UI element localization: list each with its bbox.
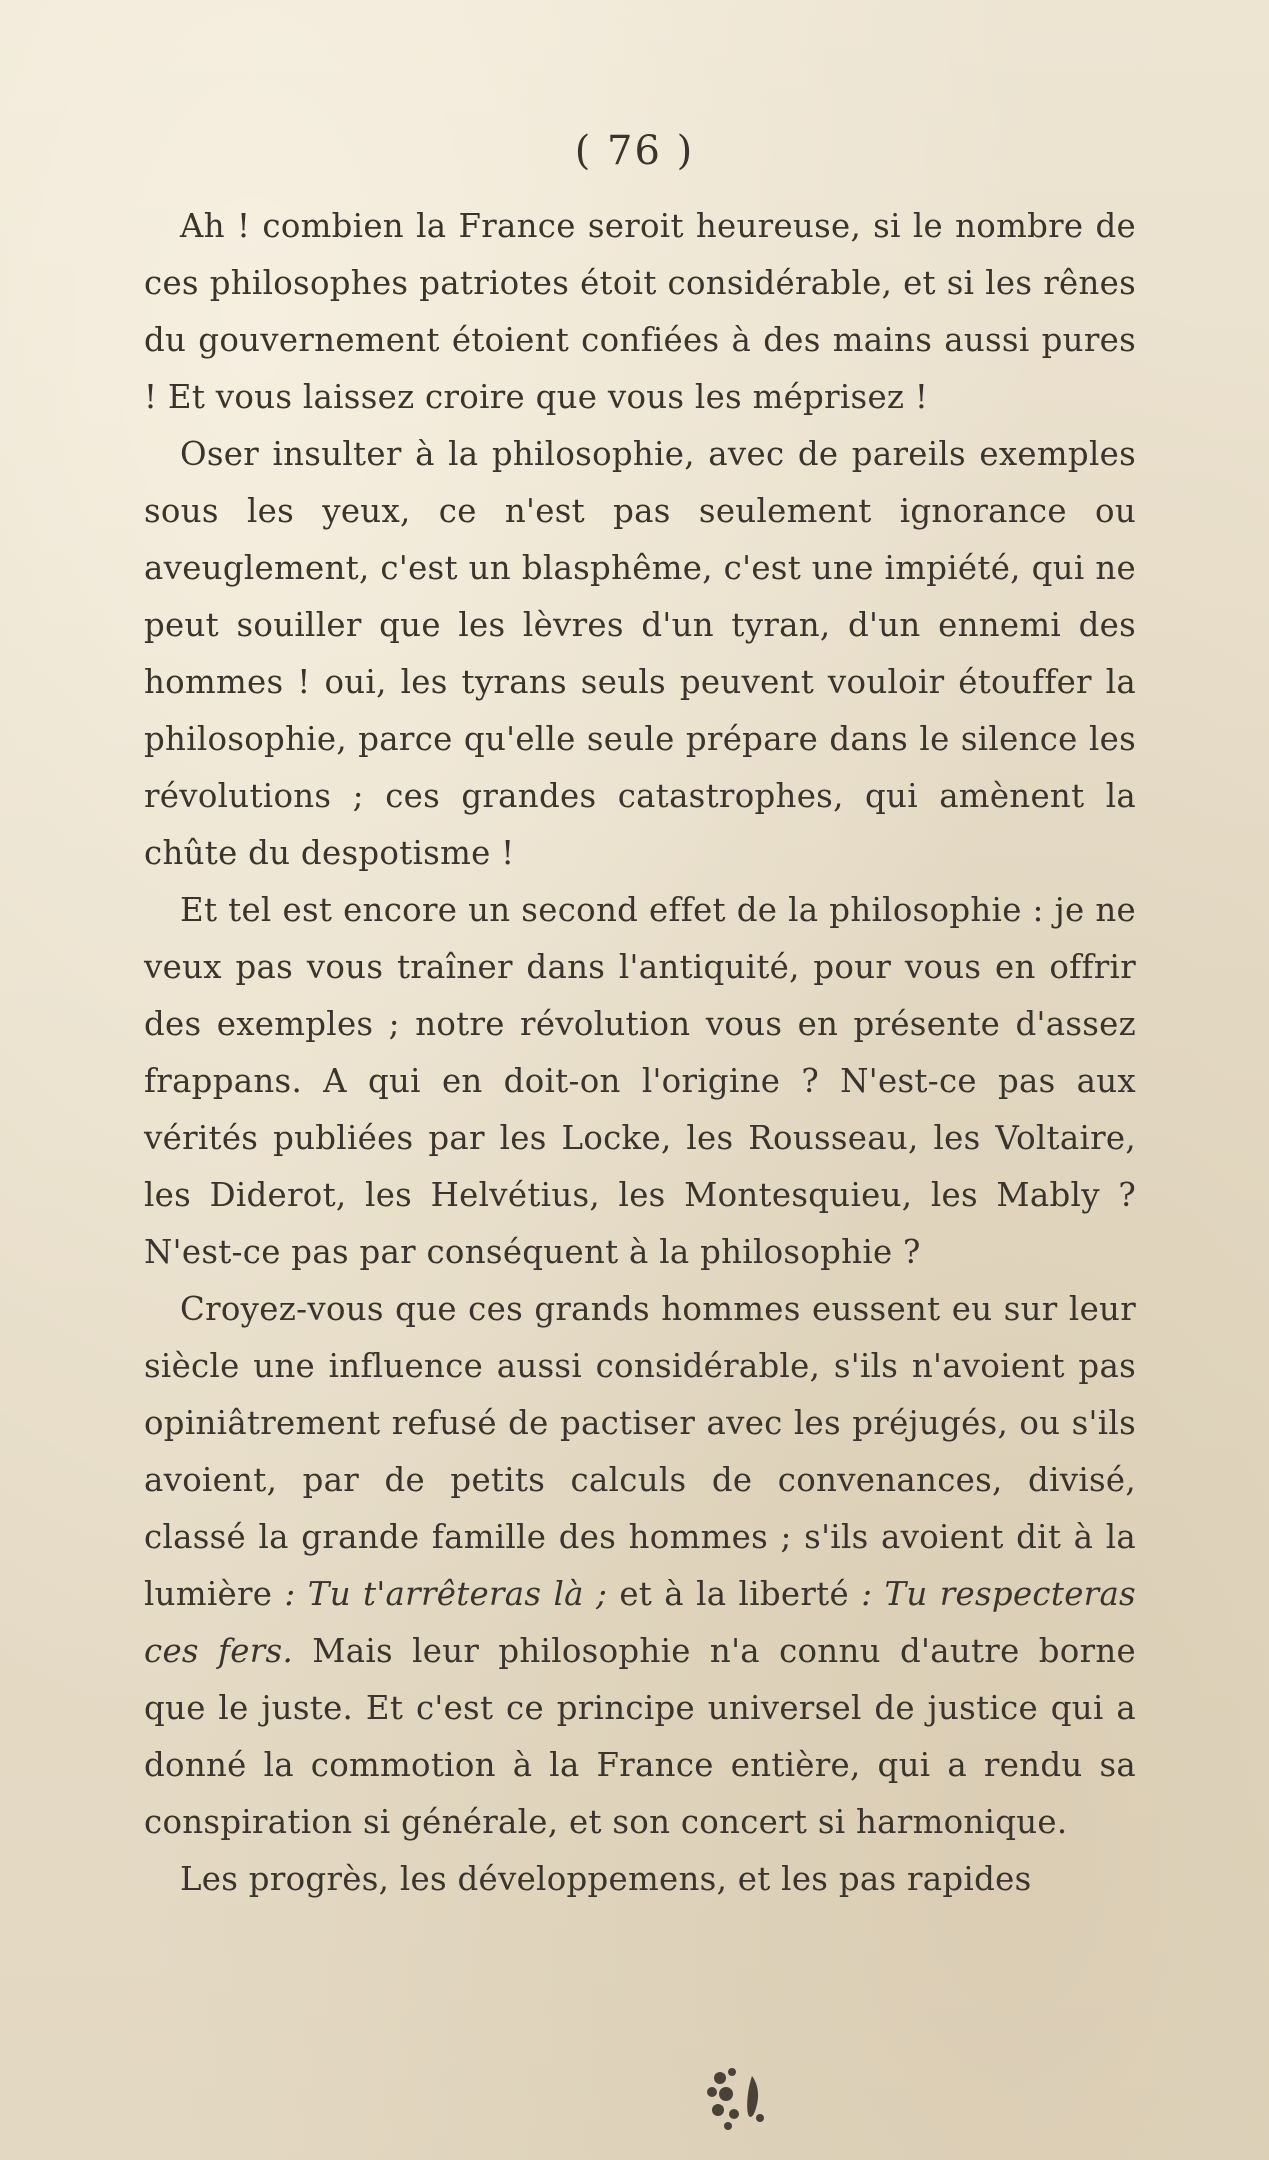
- paragraph-4-part-3: Mais leur philosophie n'a connu d'autre borne que le juste. Et c'est ce principe universel de justice qui a donné la commotion à la France entière, qui a rendu sa conspiration si générale, et son concert si harmonique.: [144, 1632, 1136, 1841]
- paragraph-4-italic-2: : Tu respecteras ces fers.: [144, 1575, 1136, 1670]
- body-text: [144, 198, 1136, 1908]
- paragraph-4: [144, 1281, 1136, 1851]
- paragraph-2: Oser insulter à la philosophie, avec de pareils exemples sous les yeux, ce n'est pas seulement ignorance ou aveuglement, c'est un blasphême, c'est une impiété, qui ne peut souiller que les lèvres d'un tyran, d'un ennemi des hommes ! oui, les tyrans seuls peuvent vouloir étouffer la philosophie, parce qu'elle seule prépare dans le silence les révolutions ; ces grandes catastrophes, qui amènent la chûte du despotisme !: [144, 435, 1136, 872]
- paragraph-5: Les progrès, les développemens, et les pas rapides: [180, 1860, 1032, 1898]
- paragraph-3: Et tel est encore un second effet de la philosophie : je ne veux pas vous traîner dans l'antiquité, pour vous en offrir des exemples ; notre révolution vous en présente d'assez frappans. A qui en doit-on l'origine ? N'est-ce pas aux vérités publiées par les Locke, les Rousseau, les Voltaire, les Diderot, les Helvétius, les Montesquieu, les Mably ? N'est-ce pas par conséquent à la philosophie ?: [144, 891, 1136, 1271]
- page-number: ( 76 ): [574, 128, 695, 174]
- paragraph-4-part-2: et à la liberté: [607, 1575, 849, 1613]
- paragraph-1: Ah ! combien la France seroit heureuse, si le nombre de ces philosophes patriotes étoit considérable, et si les rênes du gouvernement étoient confiées à des mains aussi pures ! Et vous laissez croire que vous les méprisez !: [144, 207, 1136, 416]
- fleuron-ornament-icon: [698, 2058, 778, 2138]
- paragraph-4-part-1: Croyez-vous que ces grands hommes eussent eu sur leur siècle une influence aussi considérable, s'ils n'avoient pas opiniâtrement refusé de pactiser avec les préjugés, ou s'ils avoient, par de petits calculs de convenances, divisé, classé la grande famille des hommes ; s'ils avoient dit à la lumière: [144, 1290, 1136, 1613]
- paragraph-4-italic-1: : Tu t'arrêteras là ;: [272, 1575, 608, 1613]
